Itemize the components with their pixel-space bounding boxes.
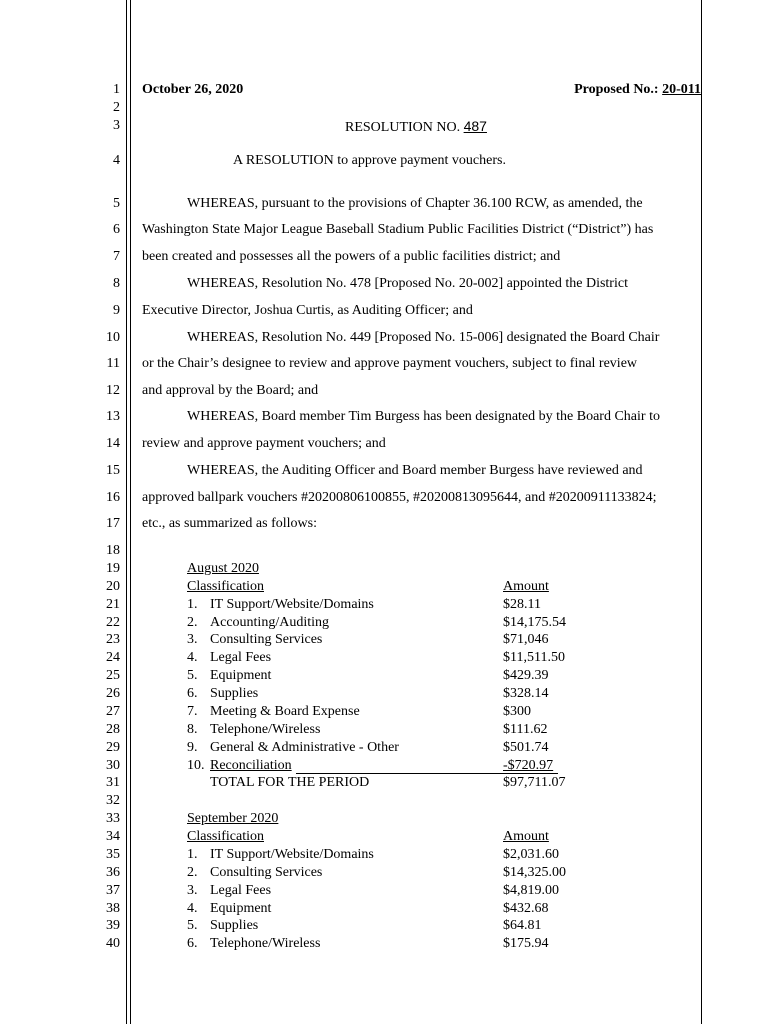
line-number: 28 xyxy=(106,722,120,737)
line-number: 29 xyxy=(106,740,120,755)
table-row-label xyxy=(187,847,374,863)
line-number: 32 xyxy=(106,793,120,808)
margin-rule-left-outer xyxy=(126,0,127,1024)
row-amount: $429.39 xyxy=(503,668,549,683)
row-number: 8. xyxy=(187,722,198,737)
line-number: 12 xyxy=(106,383,120,398)
resolution-title xyxy=(345,118,487,136)
line-number: 19 xyxy=(106,561,120,576)
row-amount: $71,046 xyxy=(503,632,549,647)
proposed-label: Proposed No.: xyxy=(574,82,659,97)
line-number: 20 xyxy=(106,579,120,594)
row-amount: $111.62 xyxy=(503,722,548,737)
body-line: been created and possesses all the powers of a public facilities district; and xyxy=(142,249,561,264)
row-classification: Equipment xyxy=(210,901,272,916)
line-number: 36 xyxy=(106,865,120,880)
row-amount: $300 xyxy=(503,704,531,719)
line-number: 37 xyxy=(106,883,120,898)
row-amount: $28.11 xyxy=(503,597,541,612)
row-number: 10. xyxy=(187,758,205,773)
period-heading-september: September 2020 xyxy=(187,811,279,826)
line-number: 24 xyxy=(106,650,120,665)
line-number: 22 xyxy=(106,615,120,630)
resolution-number: 487 xyxy=(463,118,487,134)
resolution-title-prefix: RESOLUTION NO. xyxy=(345,120,461,135)
row-amount: $175.94 xyxy=(503,936,549,951)
subtotal-rule xyxy=(296,773,558,774)
row-amount: $328.14 xyxy=(503,686,549,701)
line-number: 27 xyxy=(106,704,120,719)
row-number: 1. xyxy=(187,847,198,862)
column-header-classification: Classification xyxy=(187,579,264,594)
table-row-label xyxy=(187,704,360,720)
line-number: 3 xyxy=(113,118,120,133)
row-classification: IT Support/Website/Domains xyxy=(210,847,374,862)
row-amount: $14,325.00 xyxy=(503,865,566,880)
line-number: 13 xyxy=(106,409,120,424)
column-header-amount: Amount xyxy=(503,829,549,844)
body-line: WHEREAS, pursuant to the provisions of Chapter 36.100 RCW, as amended, the xyxy=(187,196,643,211)
table-row-label xyxy=(187,597,374,613)
row-amount: $501.74 xyxy=(503,740,549,755)
line-number: 35 xyxy=(106,847,120,862)
row-amount: $4,819.00 xyxy=(503,883,559,898)
row-number: 2. xyxy=(187,615,198,630)
line-number: 9 xyxy=(113,303,120,318)
row-amount: $64.81 xyxy=(503,918,542,933)
total-label: TOTAL FOR THE PERIOD xyxy=(210,775,370,790)
line-number: 5 xyxy=(113,196,120,211)
proposed-number-line xyxy=(574,82,701,98)
row-amount: $2,031.60 xyxy=(503,847,559,862)
table-row-label xyxy=(187,722,320,738)
table-row-label xyxy=(187,668,271,684)
document-date: October 26, 2020 xyxy=(142,82,244,97)
row-classification: Supplies xyxy=(210,686,259,701)
row-number: 1. xyxy=(187,597,198,612)
proposed-number: 20-011 xyxy=(662,82,701,97)
line-number: 4 xyxy=(113,153,120,168)
period-heading-august: August 2020 xyxy=(187,561,259,576)
row-classification: Telephone/Wireless xyxy=(210,722,321,737)
table-row-label xyxy=(187,615,329,631)
row-classification: Legal Fees xyxy=(210,650,272,665)
resolution-subtitle: A RESOLUTION to approve payment vouchers. xyxy=(233,153,506,168)
row-classification: Supplies xyxy=(210,918,259,933)
line-number: 31 xyxy=(106,775,120,790)
line-number: 17 xyxy=(106,516,120,531)
line-number: 40 xyxy=(106,936,120,951)
row-number: 2. xyxy=(187,865,198,880)
row-classification: Telephone/Wireless xyxy=(210,936,321,951)
row-classification: Reconciliation xyxy=(210,758,292,773)
row-number: 6. xyxy=(187,936,198,951)
row-amount: $432.68 xyxy=(503,901,549,916)
line-number: 11 xyxy=(106,356,120,371)
row-classification: General & Administrative - Other xyxy=(210,740,399,755)
line-number: 21 xyxy=(106,597,120,612)
body-line: and approval by the Board; and xyxy=(142,383,319,398)
line-number: 26 xyxy=(106,686,120,701)
line-number: 15 xyxy=(106,463,120,478)
row-classification: Consulting Services xyxy=(210,632,323,647)
table-row-label xyxy=(187,865,322,881)
row-number: 9. xyxy=(187,740,198,755)
row-number: 5. xyxy=(187,668,198,683)
row-number: 4. xyxy=(187,901,198,916)
line-number: 16 xyxy=(106,490,120,505)
total-amount: $97,711.07 xyxy=(503,775,566,790)
line-number: 23 xyxy=(106,632,120,647)
body-line: Washington State Major League Baseball Stadium Public Facilities District (“District”) has xyxy=(142,222,654,237)
row-amount: $14,175.54 xyxy=(503,615,566,630)
line-number: 18 xyxy=(106,543,120,558)
body-line: WHEREAS, Resolution No. 478 [Proposed No. 20-002] appointed the District xyxy=(187,276,628,291)
line-number: 39 xyxy=(106,918,120,933)
body-line: or the Chair’s designee to review and approve payment vouchers, subject to final review xyxy=(142,356,638,371)
line-number: 25 xyxy=(106,668,120,683)
row-classification: Meeting & Board Expense xyxy=(210,704,360,719)
line-number: 14 xyxy=(106,436,120,451)
line-number: 38 xyxy=(106,901,120,916)
row-classification: Accounting/Auditing xyxy=(210,615,329,630)
row-number: 5. xyxy=(187,918,198,933)
row-classification: Equipment xyxy=(210,668,272,683)
row-number: 7. xyxy=(187,704,198,719)
row-amount: $11,511.50 xyxy=(503,650,565,665)
row-number: 6. xyxy=(187,686,198,701)
margin-rule-left-inner xyxy=(130,0,131,1024)
line-number: 6 xyxy=(113,222,120,237)
line-number: 2 xyxy=(113,100,120,115)
table-row-label xyxy=(187,740,399,756)
body-line: WHEREAS, the Auditing Officer and Board member Burgess have reviewed and xyxy=(187,463,643,478)
body-line: WHEREAS, Board member Tim Burgess has been designated by the Board Chair to xyxy=(187,409,660,424)
column-header-amount: Amount xyxy=(503,579,549,594)
line-number: 34 xyxy=(106,829,120,844)
line-number: 1 xyxy=(113,82,120,97)
row-classification: Consulting Services xyxy=(210,865,323,880)
table-row-label xyxy=(187,632,322,648)
column-header-classification: Classification xyxy=(187,829,264,844)
row-classification: Legal Fees xyxy=(210,883,272,898)
row-number: 3. xyxy=(187,883,198,898)
row-classification: IT Support/Website/Domains xyxy=(210,597,374,612)
line-number: 30 xyxy=(106,758,120,773)
body-line: WHEREAS, Resolution No. 449 [Proposed No. 15-006] designated the Board Chair xyxy=(187,330,660,345)
line-number: 10 xyxy=(106,330,120,345)
row-number: 4. xyxy=(187,650,198,665)
line-number: 8 xyxy=(113,276,120,291)
table-row-label xyxy=(187,936,320,952)
table-row-label xyxy=(187,650,271,666)
row-amount: -$720.97 xyxy=(503,758,554,773)
body-line: review and approve payment vouchers; and xyxy=(142,436,386,451)
table-row-label xyxy=(187,883,271,899)
line-number: 7 xyxy=(113,249,120,264)
line-number: 33 xyxy=(106,811,120,826)
body-line: approved ballpark vouchers #20200806100855, #20200813095644, and #20200911133824; xyxy=(142,490,657,505)
margin-rule-right xyxy=(701,0,702,1024)
body-line: Executive Director, Joshua Curtis, as Auditing Officer; and xyxy=(142,303,473,318)
body-line: etc., as summarized as follows: xyxy=(142,516,317,531)
table-row-label xyxy=(187,686,258,702)
table-row-label xyxy=(187,918,258,934)
table-row-label xyxy=(187,758,292,774)
row-number: 3. xyxy=(187,632,198,647)
table-row-label xyxy=(187,901,271,917)
